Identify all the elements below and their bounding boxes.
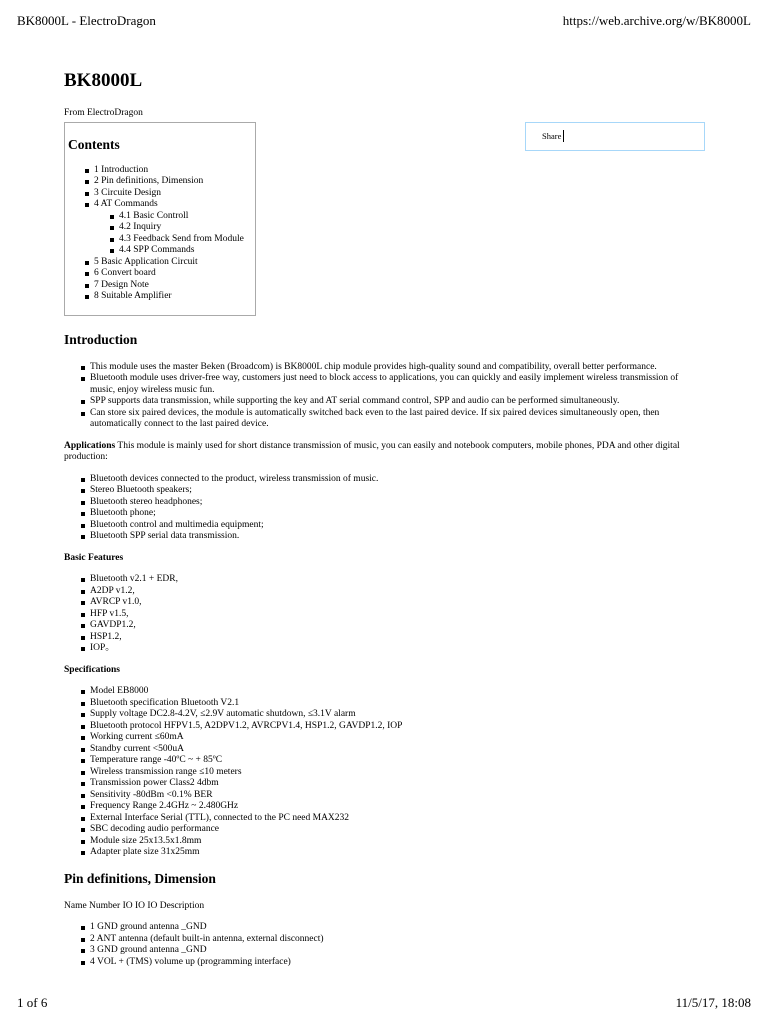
applications-text: This module is mainly used for short distance transmission of music, you can easily and notebook computers, mobile phones, PDA and other digital production:	[64, 440, 680, 462]
list-item: SPP supports data transmission, while supporting the key and AT serial command control, SPP and audio can be performed simultaneously.	[90, 396, 704, 408]
toc-item-spp-commands[interactable]: 4.4 SPP Commands	[119, 245, 255, 257]
text-cursor	[563, 130, 564, 142]
toc-list	[68, 165, 255, 303]
toc-row	[64, 122, 704, 326]
article-source: From ElectroDragon	[64, 108, 143, 118]
list-item: Temperature range -40ºC ~ + 85ºC	[90, 755, 704, 767]
page-title: BK8000L	[64, 70, 143, 91]
list-item: HFP v1.5,	[90, 609, 704, 621]
toc-item-at-commands[interactable]: 4 AT Commands 4.1 Basic Controll 4.2 Inquiry 4.3 Feedback Send from Module 4.4 SPP Commands	[94, 199, 255, 257]
list-item: Bluetooth phone;	[90, 508, 704, 520]
list-item: Bluetooth devices connected to the product, wireless transmission of music.	[90, 474, 704, 486]
toc-item-suitable-amplifier[interactable]: 8 Suitable Amplifier	[94, 291, 255, 303]
toc-item-pin-definitions[interactable]: 2 Pin definitions, Dimension	[94, 176, 255, 188]
list-item: Bluetooth stereo headphones;	[90, 497, 704, 509]
toc-item-feedback[interactable]: 4.3 Feedback Send from Module	[119, 234, 255, 246]
list-item: This module uses the master Beken (Broadcom) is BK8000L chip module provides high-quality sound and compatibility, overall better performance.	[90, 362, 704, 374]
list-item: Frequency Range 2.4GHz ~ 2.480GHz	[90, 801, 704, 813]
applications-paragraph	[64, 441, 704, 464]
intro-list	[64, 362, 704, 431]
share-box[interactable]	[525, 122, 705, 151]
applications-label: Applications	[64, 440, 116, 451]
list-item: 3 GND ground antenna _GND	[90, 945, 704, 957]
list-item: GAVDP1.2,	[90, 620, 704, 632]
share-label: Share	[542, 130, 562, 141]
list-item: Working current ≤60mA	[90, 732, 704, 744]
list-item: Adapter plate size 31x25mm	[90, 847, 704, 859]
toc-item-inquiry[interactable]: 4.2 Inquiry	[119, 222, 255, 234]
print-header	[17, 13, 751, 29]
specifications-heading: Specifications	[64, 664, 120, 675]
table-of-contents	[64, 122, 256, 316]
introduction-heading: Introduction	[64, 331, 138, 347]
print-header-url: https://web.archive.org/w/BK8000L	[562, 13, 751, 28]
features-list	[64, 574, 704, 655]
list-item: Bluetooth v2.1 + EDR,	[90, 574, 704, 586]
list-item: Module size 25x13.5x1.8mm	[90, 836, 704, 848]
page-count: 1 of 6	[17, 995, 48, 1010]
basic-features-heading: Basic Features	[64, 552, 124, 563]
list-item: Bluetooth module uses driver-free way, customers just need to block access to applications, you can quickly and easily implement wireless transmission of music, enjoy wireless music fun.	[90, 373, 704, 396]
print-header-title: BK8000L - ElectroDragon	[17, 13, 156, 28]
list-item: Transmission power Class2 4dbm	[90, 778, 704, 790]
list-item: Bluetooth SPP serial data transmission.	[90, 531, 704, 543]
list-item: SBC decoding audio performance	[90, 824, 704, 836]
list-item: Bluetooth specification Bluetooth V2.1	[90, 698, 704, 710]
list-item: 1 GND ground antenna _GND	[90, 922, 704, 934]
toc-item-convert-board[interactable]: 6 Convert board	[94, 268, 255, 280]
pins-list	[64, 922, 704, 968]
list-item: IOP。	[90, 643, 704, 655]
list-item: Can store six paired devices, the module is automatically switched back even to the last paired device. If six paired devices simultaneously open, then automatically connect to the last paired device.	[90, 408, 704, 431]
list-item: Standby current <500uA	[90, 744, 704, 756]
list-item: Wireless transmission range ≤10 meters	[90, 767, 704, 779]
list-item: 2 ANT antenna (default built-in antenna, external disconnect)	[90, 934, 704, 946]
toc-item-design-note[interactable]: 7 Design Note	[94, 280, 255, 292]
list-item: Model EB8000	[90, 686, 704, 698]
list-item: AVRCP v1.0,	[90, 597, 704, 609]
print-footer	[17, 995, 751, 1011]
specs-list	[64, 686, 704, 859]
list-item: Bluetooth protocol HFPV1.5, A2DPV1.2, AVRCPV1.4, HSP1.2, GAVDP1.2, IOP	[90, 721, 704, 733]
pin-definitions-heading: Pin definitions, Dimension	[64, 870, 216, 886]
list-item: 4 VOL + (TMS) volume up (programming interface)	[90, 957, 704, 969]
list-item: Bluetooth control and multimedia equipment;	[90, 520, 704, 532]
list-item: External Interface Serial (TTL), connected to the PC need MAX232	[90, 813, 704, 825]
toc-title: Contents	[68, 136, 120, 152]
list-item: HSP1.2,	[90, 632, 704, 644]
list-item: A2DP v1.2,	[90, 586, 704, 598]
toc-item-introduction[interactable]: 1 Introduction	[94, 165, 255, 177]
list-item: Supply voltage DC2.8-4.2V, ≤2.9V automatic shutdown, ≤3.1V alarm	[90, 709, 704, 721]
list-item: Sensitivity -80dBm <0.1% BER	[90, 790, 704, 802]
applications-list	[64, 474, 704, 543]
pin-columns-line: Name Number IO IO IO Description	[64, 900, 205, 911]
print-timestamp: 11/5/17, 18:08	[675, 995, 751, 1010]
toc-sublist	[94, 211, 255, 257]
toc-item-basic-controll[interactable]: 4.1 Basic Controll	[119, 211, 255, 223]
toc-item-basic-application[interactable]: 5 Basic Application Circuit	[94, 257, 255, 269]
toc-item-circuit-design[interactable]: 3 Circuite Design	[94, 188, 255, 200]
list-item: Stereo Bluetooth speakers;	[90, 485, 704, 497]
article	[64, 68, 704, 968]
